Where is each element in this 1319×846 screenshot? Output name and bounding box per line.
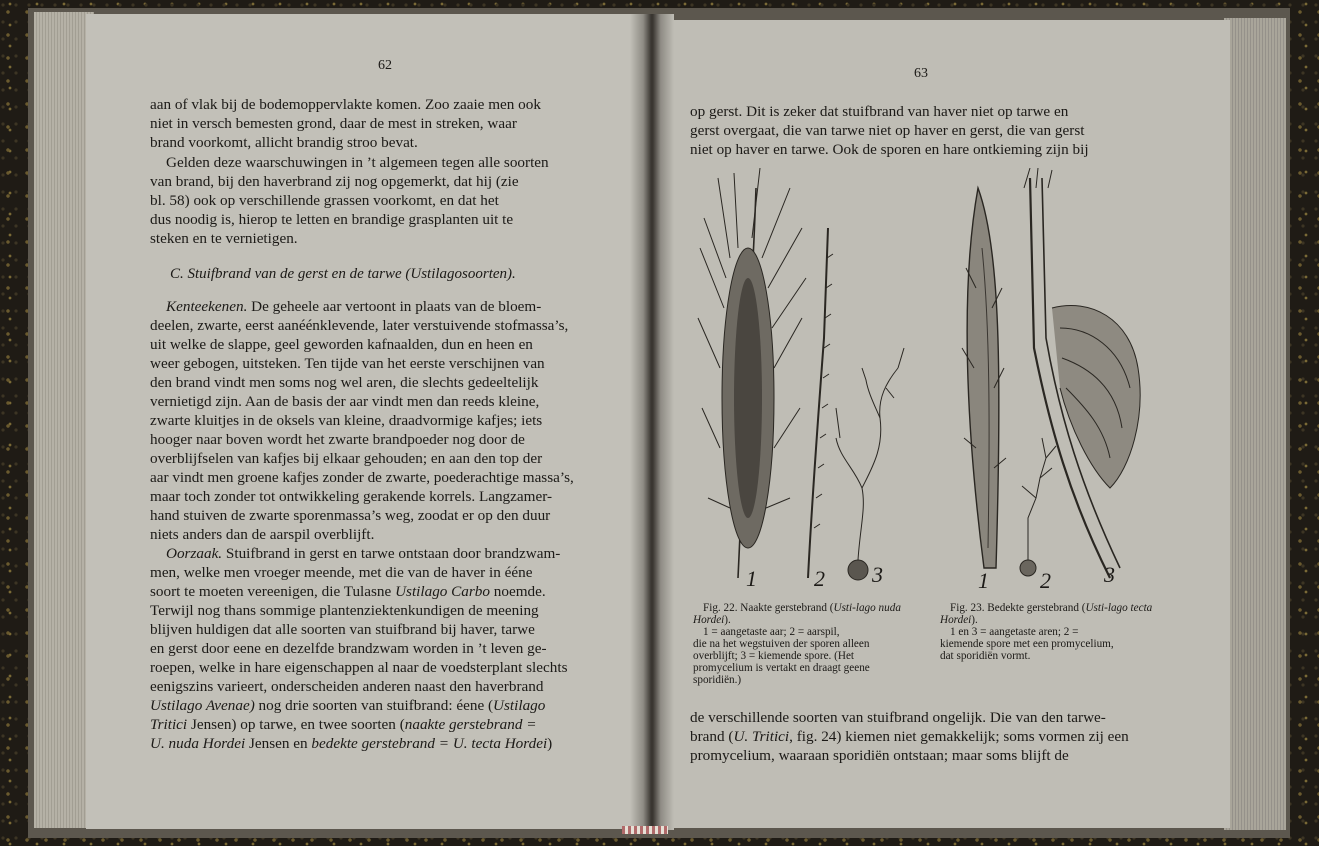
text-line: dus noodig is, hierop te letten en brandige grasplanten uit te: [150, 211, 514, 228]
text-line: Terwijl nog thans sommige plantenziektenkundigen de meening: [150, 602, 539, 619]
text-line: blijven huldigen dat alle soorten van stuifbrand bij haver, tarwe: [150, 621, 535, 638]
germinating-spore-drawing: [836, 348, 904, 580]
text-line: aar vindt men groene kafjes zonder de zwarte, poederachtige massa’s,: [150, 469, 574, 486]
left-paragraph-1: [150, 95, 620, 152]
text-line: maar toch zonder tot ontwikkeling gerakende korrels. Langzamer-: [150, 488, 553, 505]
binding-thread: [622, 826, 668, 834]
botanical-illustration: [690, 168, 1156, 592]
text-line: niet in versch bemesten grond, daar de mest in streken, waar: [150, 115, 517, 132]
text-line: aan of vlak bij de bodemoppervlakte komen. Zoo zaaie men ook: [150, 96, 541, 113]
text-line: op gerst. Dit is zeker dat stuifbrand van haver niet op tarwe en: [690, 103, 1069, 120]
caption-line: sporidiën.): [693, 674, 742, 686]
fig23-label-3: 3: [1104, 562, 1115, 587]
covered-ear-drawing: [962, 188, 1006, 568]
right-page-edges: [1224, 18, 1286, 830]
left-paragraph-2: [150, 153, 620, 248]
fig22-label-1: 1: [746, 566, 757, 591]
caption-line: promycelium is vertakt en draagt geene: [693, 662, 870, 674]
text-line: Kenteekenen. De geheele aar vertoont in plaats van de bloem-: [166, 298, 542, 315]
diseased-ear-drawing: [698, 168, 806, 578]
text-line: niet op haver en tarwe. Ook de sporen en hare ontkieming zijn bij: [690, 141, 1089, 158]
text-line: weer gebogen, uitsteken. Ten tijde van het eerste verschijnen van: [150, 355, 545, 372]
label-kenteekenen: Kenteekenen.: [166, 298, 248, 315]
text-line: Tritici Jensen) op tarwe, en twee soorten (naakte gerstebrand =: [150, 716, 537, 733]
text-line: roepen, welke in hare eigenschappen al naar de voedsterplant slechts: [150, 659, 568, 676]
left-paragraph-oorzaak: [150, 544, 620, 753]
text-line: vernietigd zijn. Aan de basis der aar vindt men dan reeds kleine,: [150, 393, 540, 410]
text-line: Gelden deze waarschuwingen in ’t algemeen tegen alle soorten: [166, 154, 549, 171]
text-line: den brand vindt men soms nog wel aren, die slechts gedeeltelijk: [150, 374, 539, 391]
caption-line: dat sporidiën vormt.: [940, 650, 1031, 662]
right-paragraph-bottom: [690, 708, 1156, 765]
text-line: Oorzaak. Stuifbrand in gerst en tarwe ontstaan door brandzwam-: [166, 545, 561, 562]
text-line: hooger naar boven wordt het zwarte brandpoeder nog door de: [150, 431, 525, 448]
page-number-left: 62: [378, 58, 392, 73]
text-line: steken en te vernietigen.: [150, 230, 298, 247]
text-line: promycelium, waaraan sporidiën ontstaan; maar soms blijft de: [690, 747, 1069, 764]
text-line: de verschillende soorten van stuifbrand ongelijk. Die van den tarwe-: [690, 709, 1106, 726]
text-line: brand (U. Tritici, fig. 24) kiemen niet gemakkelijk; soms vormen zij een: [690, 728, 1129, 745]
ear-spindle-drawing: [808, 228, 833, 578]
text-line: eenigszins varieert, onderscheiden anderen naast den haverbrand: [150, 678, 544, 695]
text-line: uit welke de slappe, geel geworden kafnaalden, dun en heen en: [150, 336, 533, 353]
text-line: brand voorkomt, allicht brandig stroo bevat.: [150, 134, 418, 151]
fig23-label-1: 1: [978, 568, 989, 592]
left-page-edges: [34, 12, 94, 828]
text-line: soort te moeten vereenigen, die Tulasne Ustilago Carbo noemde.: [150, 583, 546, 600]
page-number-right: 63: [914, 66, 928, 81]
fig22-label-2: 2: [814, 566, 825, 591]
caption-line: kiemende spore met een promycelium,: [940, 638, 1114, 650]
twisted-ear-drawing: [1024, 168, 1140, 578]
spore-promycelium-drawing: [1020, 438, 1056, 576]
caption-line: overblijft; 3 = kiemende spore. (Het: [693, 650, 855, 662]
caption-line: 1 = aangetaste aar; 2 = aarspil,: [703, 626, 840, 638]
caption-line: die na het wegstuiven der sporen alleen: [693, 638, 870, 650]
text-line: niets anders dan de aarspil overblijft.: [150, 526, 375, 543]
text-line: men, welke men vroeger meende, met die van de haver in ééne: [150, 564, 533, 581]
text-line: gerst overgaat, die van tarwe niet op haver en gerst, die van gerst: [690, 122, 1085, 139]
text-line: overblijfselen van kafjes bij elkaar gehouden; en aan den top der: [150, 450, 543, 467]
book-gutter: [630, 14, 674, 830]
text-line: hand stuiven de zwarte sporenmassa’s weg, zoodat er op den duur: [150, 507, 551, 524]
text-line: Ustilago Avenae) nog drie soorten van stuifbrand: éene (Ustilago: [150, 697, 546, 714]
caption-title: Fig. 22. Naakte gerstebrand (Usti-lago nuda Hordei).: [693, 602, 901, 626]
fig23-label-2: 2: [1040, 568, 1051, 592]
text-line: en gerst door eene en dezelfde brandzwam worden in ’t leven ge-: [150, 640, 547, 657]
caption-line: 1 en 3 = aangetaste aren; 2 =: [950, 626, 1079, 638]
fig22-label-3: 3: [872, 562, 883, 587]
text-line: zwarte kluitjes in de oksels van kleine, draadvormige kafjes; iets: [150, 412, 543, 429]
text-line: van brand, bij den haverbrand zij nog opgemerkt, dat hij (zie: [150, 173, 519, 190]
label-oorzaak: Oorzaak.: [166, 545, 223, 562]
fig22-caption: [693, 602, 907, 686]
fig23-caption: [940, 602, 1154, 662]
text-line: U. nuda Hordei Jensen en bedekte gerstebrand = U. tecta Hordei): [150, 735, 553, 752]
caption-title: Fig. 23. Bedekte gerstebrand (Usti-lago tecta Hordei).: [940, 602, 1153, 626]
text-line: deelen, zwarte, eerst aanéénklevende, later verstuivende stofmassa’s,: [150, 317, 569, 334]
right-paragraph-top: [690, 102, 1156, 159]
text-line: bl. 58) ook op verschillende grassen voorkomt, en dat het: [150, 192, 499, 209]
section-heading: C. Stuifbrand van de gerst en de tarwe (Ustilagosoorten).: [170, 266, 516, 282]
left-paragraph-kenteekenen: [150, 297, 620, 544]
